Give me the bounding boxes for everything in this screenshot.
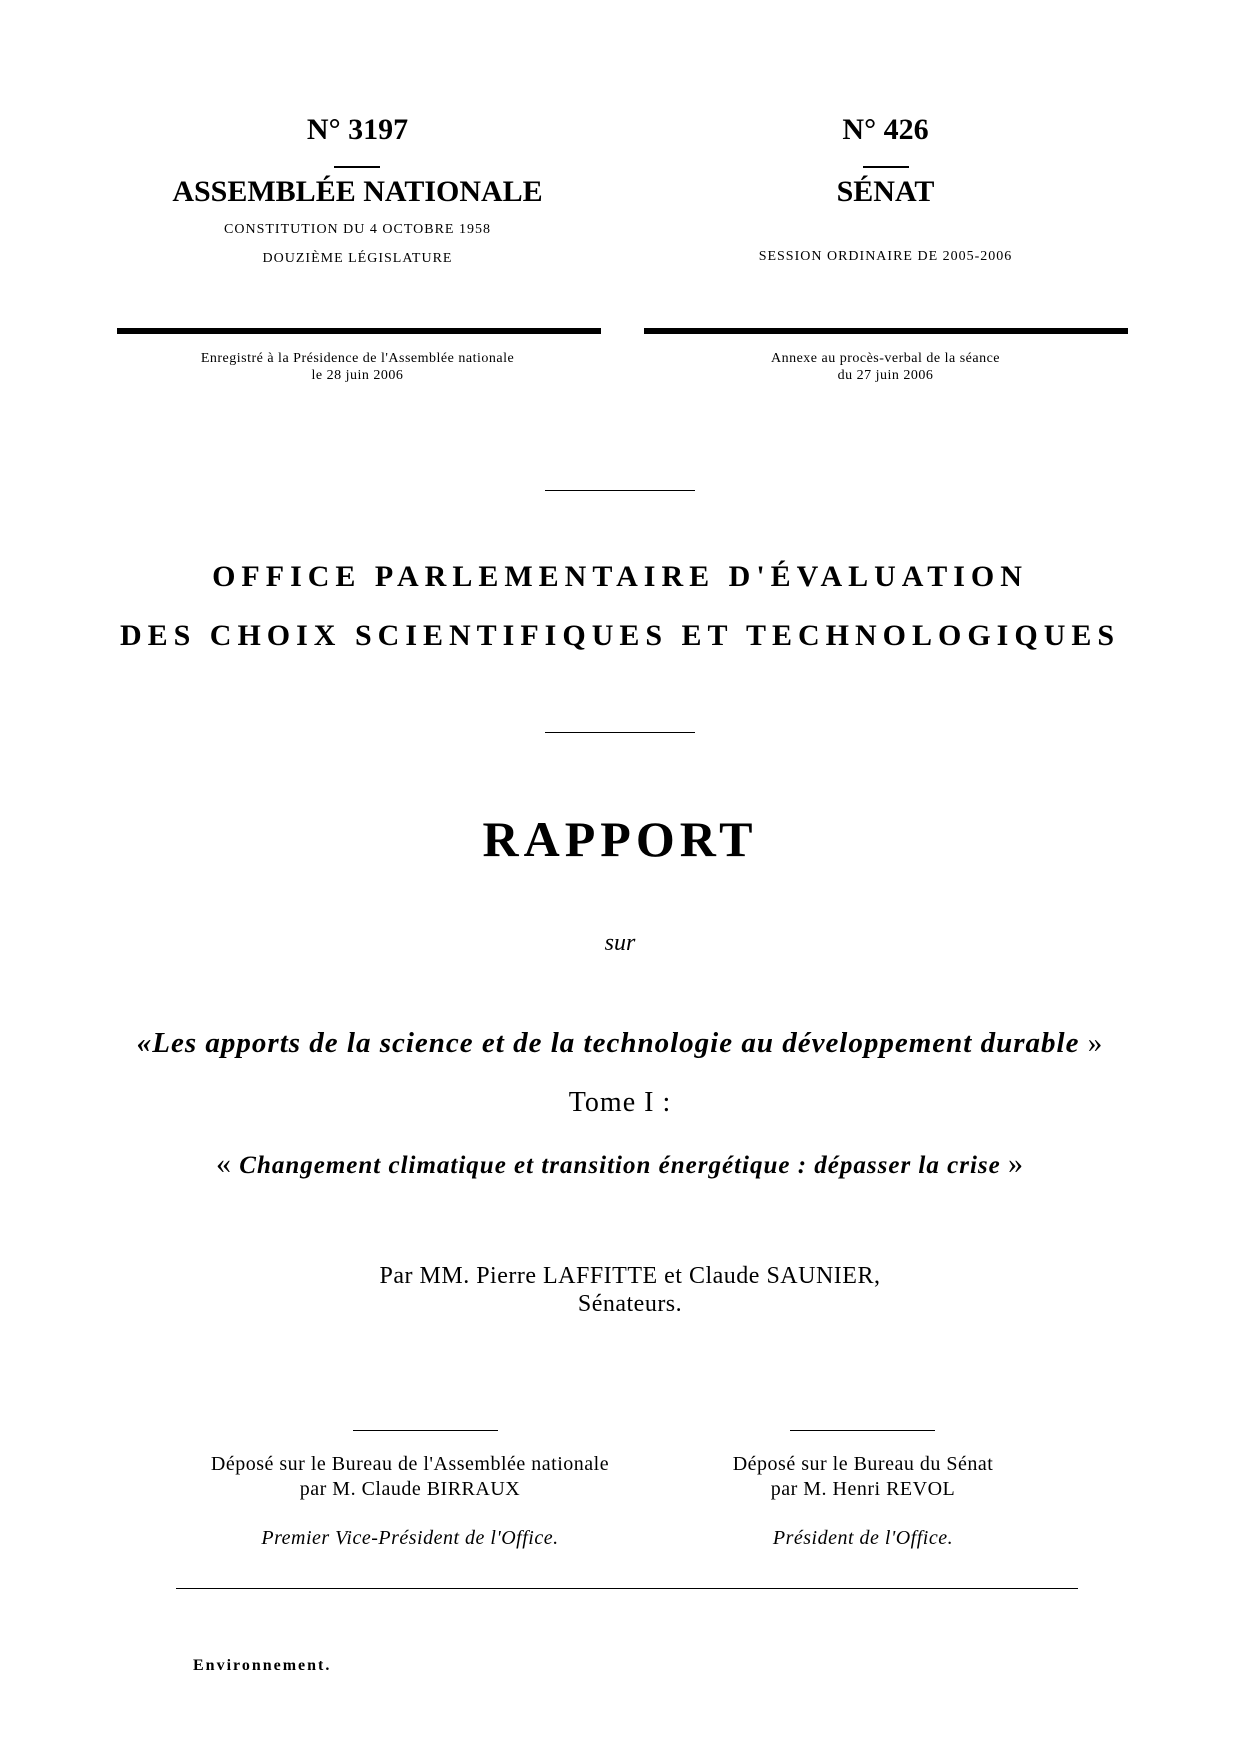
deposit-left-line1: Déposé sur le Bureau de l'Assemblée nationale	[210, 1453, 610, 1475]
bottom-rule	[176, 1588, 1078, 1589]
deposit-left-role: Premier Vice-Président de l'Office.	[261, 1527, 559, 1549]
senate-annex-line2: du 27 juin 2006	[837, 368, 934, 383]
deposit-right-line2: par M. Henri REVOL	[770, 1478, 956, 1500]
office-title-line1: OFFICE PARLEMENTAIRE D'ÉVALUATION	[212, 560, 1028, 593]
authors-line1: Par MM. Pierre LAFFITTE et Claude SAUNIER,	[379, 1263, 881, 1289]
assembly-thick-rule	[117, 328, 601, 334]
deposit-left-rule	[353, 1430, 498, 1431]
senate-number-rule	[863, 166, 909, 168]
subject-open-quote: «	[136, 1027, 153, 1059]
deposit-right-role: Président de l'Office.	[772, 1527, 954, 1549]
report-tome-title	[0, 1147, 1240, 1181]
senate-session: SESSION ORDINAIRE DE 2005-2006	[758, 249, 1013, 264]
report-authors	[300, 1262, 960, 1318]
senate-thick-rule	[644, 328, 1128, 334]
assembly-registration-line2: le 28 juin 2006	[311, 368, 404, 383]
assembly-registration-line1: Enregistré à la Présidence de l'Assemblée nationale	[200, 351, 515, 366]
subject-close-quote: »	[1087, 1027, 1104, 1059]
theme-label: Environnement.	[193, 1657, 332, 1674]
deposit-left-line2: par M. Claude BIRRAUX	[299, 1478, 521, 1500]
assembly-number: N° 3197	[306, 113, 409, 146]
assembly-chamber: ASSEMBLÉE NATIONALE	[172, 175, 543, 208]
office-bottom-rule	[545, 732, 695, 733]
deposit-right	[660, 1452, 1066, 1502]
assembly-number-rule	[334, 166, 380, 168]
senate-number: N° 426	[842, 113, 929, 146]
assembly-legislature: DOUZIÈME LÉGISLATURE	[262, 251, 453, 266]
assembly-constitution: CONSTITUTION DU 4 OCTOBRE 1958	[224, 222, 491, 237]
report-subject	[0, 1027, 1240, 1060]
tome-open-quote: «	[216, 1147, 233, 1180]
senate-chamber: SÉNAT	[836, 175, 935, 208]
senate-annex	[643, 350, 1128, 384]
report-tome: Tome I :	[568, 1087, 672, 1118]
authors-line2: Sénateurs.	[577, 1291, 683, 1317]
deposit-right-rule	[790, 1430, 935, 1431]
deposit-left	[150, 1452, 670, 1502]
report-title: RAPPORT	[482, 811, 758, 867]
tome-close-quote: »	[1007, 1147, 1024, 1180]
senate-annex-line1: Annexe au procès-verbal de la séance	[770, 351, 1001, 366]
subject-text: Les apports de la science et de la technologie au développement durable	[152, 1027, 1080, 1059]
office-top-rule	[545, 490, 695, 491]
tome-title-text: Changement climatique et transition énergétique : dépasser la crise	[239, 1152, 1001, 1179]
office-title-line2: DES CHOIX SCIENTIFIQUES ET TECHNOLOGIQUES	[119, 619, 1121, 652]
assembly-registration	[115, 350, 600, 384]
deposit-right-line1: Déposé sur le Bureau du Sénat	[732, 1453, 994, 1475]
report-sur: sur	[604, 930, 636, 956]
